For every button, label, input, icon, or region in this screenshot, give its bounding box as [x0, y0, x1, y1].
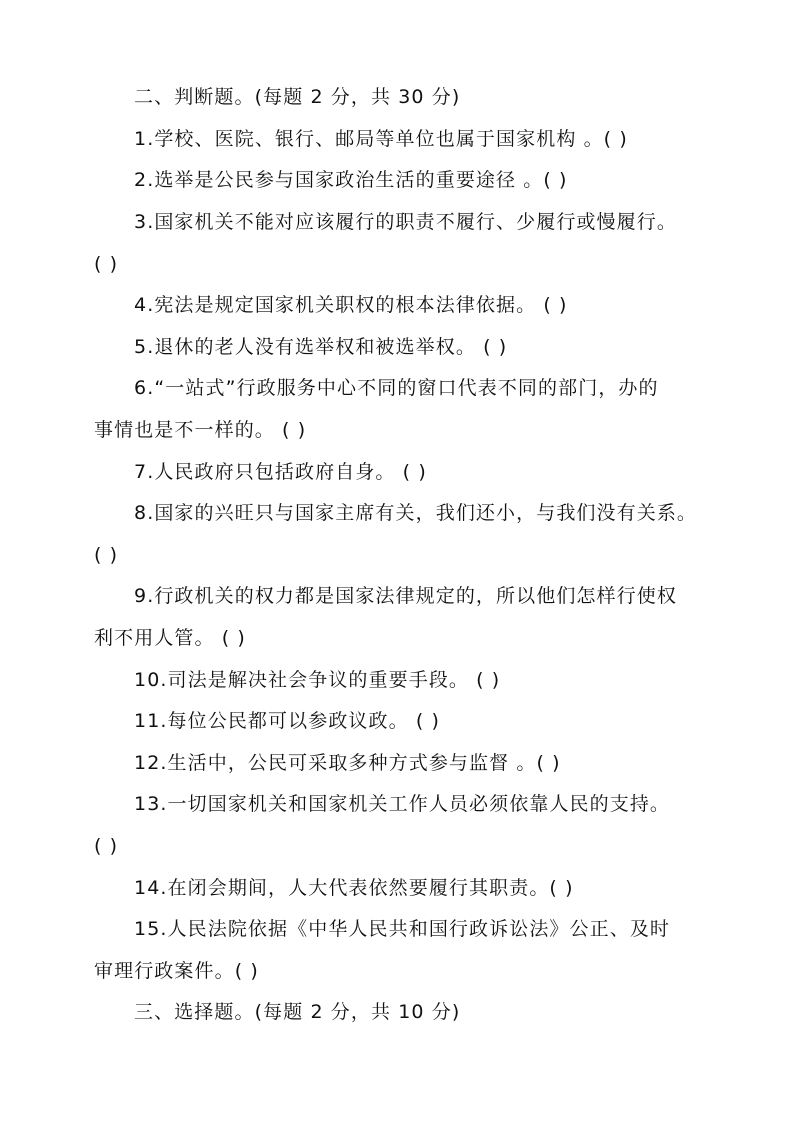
section-3-heading: 三、选择题。(每题 2 分，共 10 分) [134, 1001, 461, 1023]
question-14: 14.在闭会期间，人大代表依然要履行其职责。( ) [134, 877, 574, 899]
question-3: 3.国家机关不能对应该履行的职责不履行、少履行或慢履行。 [134, 211, 677, 233]
question-2: 2.选举是公民参与国家政治生活的重要途径 。( ) [134, 169, 568, 191]
question-8-answer-paren: ( ) [94, 544, 119, 566]
question-5: 5.退休的老人没有选举权和被选举权。 ( ) [134, 336, 508, 358]
question-11: 11.每位公民都可以参政议政。 ( ) [134, 710, 441, 732]
question-13: 13.一切国家机关和国家机关工作人员必须依靠人民的支持。 [134, 793, 671, 815]
question-4: 4.宪法是规定国家机关职权的根本法律依据。 ( ) [134, 294, 568, 316]
question-15-continued: 审理行政案件。( ) [94, 960, 259, 982]
section-2-heading: 二、判断题。(每题 2 分，共 30 分) [134, 86, 461, 108]
question-9: 9.行政机关的权力都是国家法律规定的，所以他们怎样行使权 [134, 585, 677, 607]
question-9-continued: 利不用人管。 ( ) [94, 627, 246, 649]
question-15: 15.人民法院依据《中华人民共和国行政诉讼法》公正、及时 [134, 918, 671, 940]
question-8: 8.国家的兴旺只与国家主席有关，我们还小，与我们没有关系。 [134, 502, 698, 524]
question-13-answer-paren: ( ) [94, 835, 119, 857]
question-3-answer-paren: ( ) [94, 253, 119, 275]
question-7: 7.人民政府只包括政府自身。 ( ) [134, 461, 427, 483]
question-6-continued: 事情也是不一样的。 ( ) [94, 419, 307, 441]
question-6: 6.“一站式”行政服务中心不同的窗口代表不同的部门，办的 [134, 377, 659, 399]
question-10: 10.司法是解决社会争议的重要手段。 ( ) [134, 669, 501, 691]
question-1: 1.学校、医院、银行、邮局等单位也属于国家机构 。( ) [134, 128, 628, 150]
question-12: 12.生活中，公民可采取多种方式参与监督 。( ) [134, 752, 561, 774]
